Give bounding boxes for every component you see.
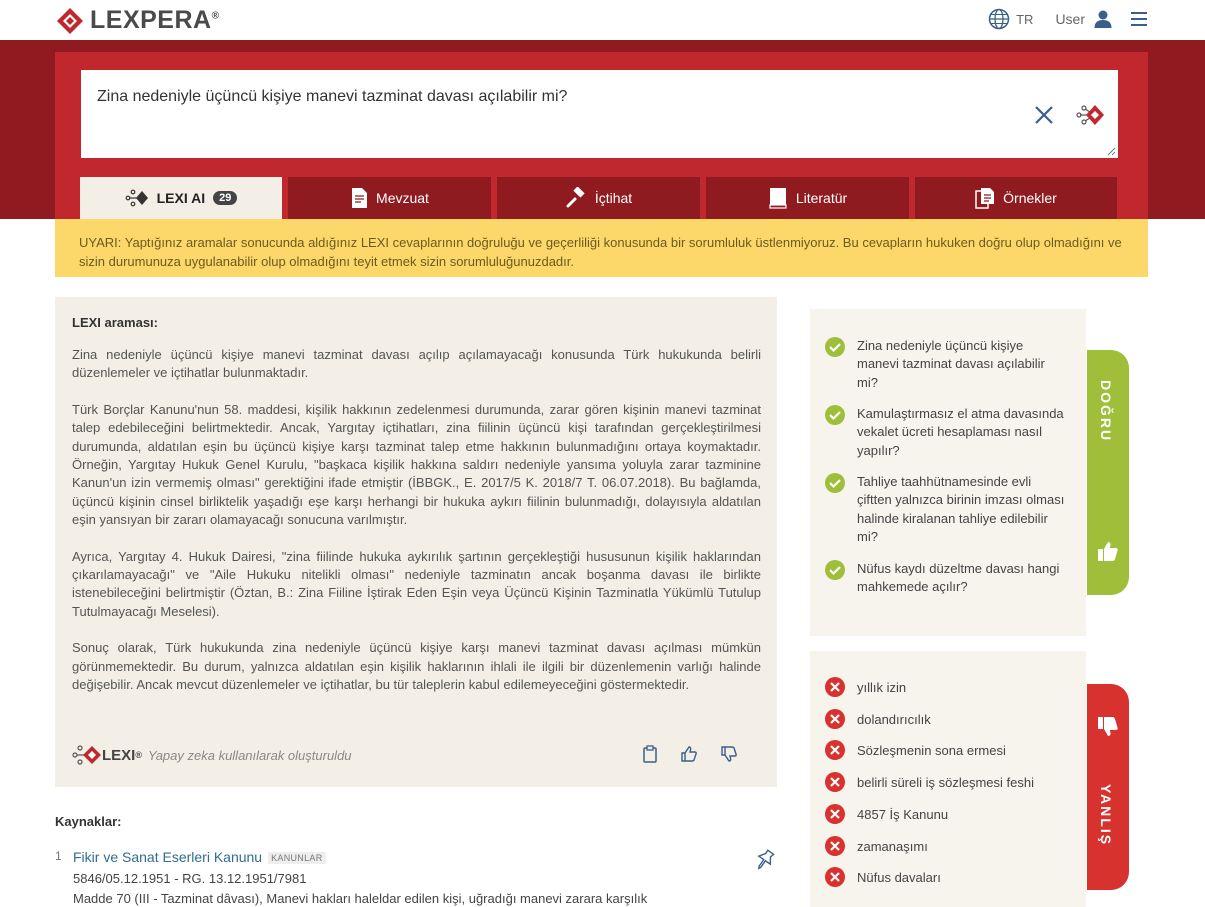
lexi-logo-icon bbox=[72, 744, 102, 766]
wrong-item[interactable]: dolandırıcılık bbox=[825, 709, 931, 729]
top-bar bbox=[0, 0, 1205, 40]
x-circle-icon bbox=[825, 677, 845, 697]
lexi-ai-search-icon[interactable] bbox=[1075, 102, 1105, 128]
user-label[interactable]: User bbox=[1055, 11, 1085, 27]
correct-label: DOĞRU bbox=[1098, 380, 1114, 443]
wrong-questions-card bbox=[810, 651, 1086, 907]
correct-item[interactable]: Nüfus kaydı düzeltme davası hangi mahkemede açılır? bbox=[825, 560, 1067, 597]
ai-generated-note: Yapay zeka kullanılarak oluşturuldu bbox=[147, 747, 352, 763]
thumbs-down-icon[interactable] bbox=[720, 745, 738, 763]
brand-name: LEXPERA® bbox=[90, 6, 220, 34]
tab-label: İçtihat bbox=[594, 190, 633, 206]
lexpera-logo[interactable] bbox=[56, 6, 219, 35]
tab-ornekler[interactable] bbox=[915, 177, 1117, 219]
pin-icon[interactable] bbox=[750, 847, 778, 875]
language-selector[interactable]: TR bbox=[1016, 11, 1034, 27]
lexpera-logo-icon bbox=[56, 7, 84, 35]
wrong-item[interactable]: belirli süreli iş sözleşmesi feshi bbox=[825, 772, 1034, 792]
source-type-tag: KANUNLAR bbox=[268, 852, 325, 864]
answer-paragraph: Ayrıca, Yargıtay 4. Hukuk Dairesi, "zina fiilinde hukuka aykırılık şartının gerçekleştiği hususunun kişilik haklarından çıkarılamayacağı" ve "Aile Hukuku nitelikli olması" nedeniyle tazminatın ancak boşanma davası ile birlikte istenebileceğini belirtmiştir (Öztan, B.: Zina Fiiline İştirak Eden Eşin veya Üçüncü Kişinin Tazminatla Yükümlü Tutulup Tutulmayacağı Meselesi). bbox=[72, 548, 761, 619]
x-circle-icon bbox=[825, 709, 845, 729]
lexi-logo: LEXI ® bbox=[72, 744, 142, 766]
x-circle-icon bbox=[825, 804, 845, 824]
document-icon bbox=[350, 187, 368, 209]
wrong-item[interactable]: Nüfus davaları bbox=[825, 867, 941, 887]
wrong-item[interactable]: Sözleşmenin sona ermesi bbox=[825, 740, 1006, 760]
search-panel bbox=[55, 52, 1148, 219]
wrong-item[interactable]: yıllık izin bbox=[825, 677, 906, 697]
lexi-answer-panel bbox=[55, 297, 777, 787]
correct-item[interactable]: Kamulaştırmasız el atma davasında vekalet ücreti hesaplaması nasıl yapılır? bbox=[825, 405, 1067, 460]
tab-label: Örnekler bbox=[1003, 190, 1057, 206]
copy-document-icon bbox=[975, 187, 995, 209]
disclaimer-warning: UYARI: Yaptığınız aramalar sonucunda aldığınız LEXI cevaplarının doğruluğu ve geçerliliği konusunda bir sorumluluk üstlenmiyoruz. Bu cevapların hukuken doğru olup olmadığını ve sizin durumunuza uygulanabilir olup olmadığını teyit etmek sizin sorumluluğunuzdadır. bbox=[55, 219, 1148, 277]
thumbs-up-icon bbox=[1097, 540, 1119, 562]
wrong-side-tab[interactable] bbox=[1087, 684, 1129, 890]
x-circle-icon bbox=[825, 867, 845, 887]
check-circle-icon bbox=[825, 405, 845, 425]
check-circle-icon bbox=[825, 560, 845, 580]
tab-ictihat[interactable] bbox=[497, 177, 700, 219]
correct-item[interactable]: Zina nedeniyle üçüncü kişiye manevi tazminat davası açılabilir mi? bbox=[825, 337, 1067, 392]
user-icon[interactable] bbox=[1093, 9, 1113, 29]
x-circle-icon bbox=[825, 772, 845, 792]
gavel-icon bbox=[565, 187, 587, 209]
answer-footer bbox=[72, 743, 762, 767]
tab-label: LEXI AI bbox=[156, 190, 206, 206]
search-input[interactable] bbox=[81, 70, 1118, 158]
x-circle-icon bbox=[825, 740, 845, 760]
answer-paragraph: Türk Borçlar Kanunu'nun 58. maddesi, kişilik hakkının zedelenmesi durumunda, zarar gören kişinin manevi tazminat talep edebileceğini belirtmektedir. Ancak, Yargıtay içtihatları, zina fiilinin üçüncü kişi tarafından gerçekleştirilmesi durumunda, aldatılan eşin bu üçüncü kişiye karşı tazminat talep etme hakkının bulunmadığını ortaya koymaktadır. Örneğin, Yargıtay Hukuk Genel Kurulu, "başkaca kişilik hakkına saldırı nedeniyle yansıma yoluyla zarar tazminine Kanun'un izin vermemiş olması" gerektiğini ifade etmiştir (İBBGK., E. 2017/5 K. 2018/7 T. 06.07.2018). Bu bağlamda, üçüncü kişinin cinsel birliktelik yaşadığı eşe karşı herhangi bir hukuka aykırı fiilinin bulunmadığı, dolayısıyla aldatılan eşin yansıyan bir zararı olamayacağı sonucuna varılmıştır. bbox=[72, 401, 761, 528]
tab-label: Mevzuat bbox=[376, 190, 429, 206]
close-icon[interactable] bbox=[1033, 104, 1055, 126]
answer-heading: LEXI araması: bbox=[72, 315, 158, 330]
tab-mevzuat[interactable] bbox=[288, 177, 491, 219]
lexi-ai-icon bbox=[125, 188, 149, 208]
source-excerpt: Madde 70 (III - Tazminat dâvası), Manevi hakları haleldar edilen kişi, uğradığı manevi zarara karşılık bbox=[73, 891, 648, 906]
result-tabs bbox=[80, 177, 1117, 219]
book-icon bbox=[768, 187, 788, 209]
wrong-item[interactable]: zamanaşımı bbox=[825, 836, 928, 856]
search-query[interactable]: Zina nedeniyle üçüncü kişiye manevi tazminat davası açılabilir mi? bbox=[97, 88, 568, 105]
answer-paragraph: Zina nedeniyle üçüncü kişiye manevi tazminat davası açılıp açılamayacağı konusunda Türk hukukunda belirli düzenlemeler ve içtihatlar bulunmaktadır. bbox=[72, 347, 761, 381]
result-count-badge: 29 bbox=[213, 191, 237, 205]
wrong-item[interactable]: 4857 İş Kanunu bbox=[825, 804, 948, 824]
source-number: 1 bbox=[55, 849, 62, 863]
thumbs-up-icon[interactable] bbox=[680, 745, 698, 763]
correct-questions-card bbox=[810, 309, 1086, 636]
check-circle-icon bbox=[825, 473, 845, 493]
sources-heading: Kaynaklar: bbox=[55, 814, 122, 829]
tab-label: Literatür bbox=[795, 190, 848, 206]
thumbs-down-icon bbox=[1097, 716, 1119, 738]
correct-item[interactable]: Tahliye taahhütnamesinde evli çiftten yalnızca birinin imzası olması halinde kiralanan tahliye edilebilir mi? bbox=[825, 473, 1067, 547]
menu-icon[interactable] bbox=[1131, 12, 1147, 26]
answer-paragraph: Sonuç olarak, Türk hukukunda zina nedeniyle üçüncü kişiye karşı manevi tazminat davası açılması mümkün görünmemektedir. Bu durum, yalnızca aldatılan eşin kişilik haklarının ihlali ile ilgili bir düzenlemenin varlığı halinde değişebilir. Ancak mevcut düzenlemeler ve içtihatlar, bu tür taleplerin kabul edilemeyeceğini göstermektedir. bbox=[72, 640, 761, 693]
copy-icon[interactable] bbox=[642, 745, 658, 763]
wrong-label: YANLIŞ bbox=[1098, 784, 1114, 847]
x-circle-icon bbox=[825, 836, 845, 856]
check-circle-icon bbox=[825, 337, 845, 357]
resize-handle-icon[interactable] bbox=[1106, 146, 1116, 156]
correct-side-tab[interactable] bbox=[1087, 350, 1129, 595]
globe-icon[interactable] bbox=[988, 8, 1010, 30]
tab-literatur[interactable] bbox=[706, 177, 909, 219]
search-band bbox=[0, 40, 1205, 219]
source-link[interactable]: Fikir ve Sanat Eserleri Kanunu KANUNLAR bbox=[73, 849, 326, 865]
tab-lexi-ai[interactable] bbox=[80, 177, 282, 219]
source-reference: 5846/05.12.1951 - RG. 13.12.1951/7981 bbox=[73, 871, 307, 886]
